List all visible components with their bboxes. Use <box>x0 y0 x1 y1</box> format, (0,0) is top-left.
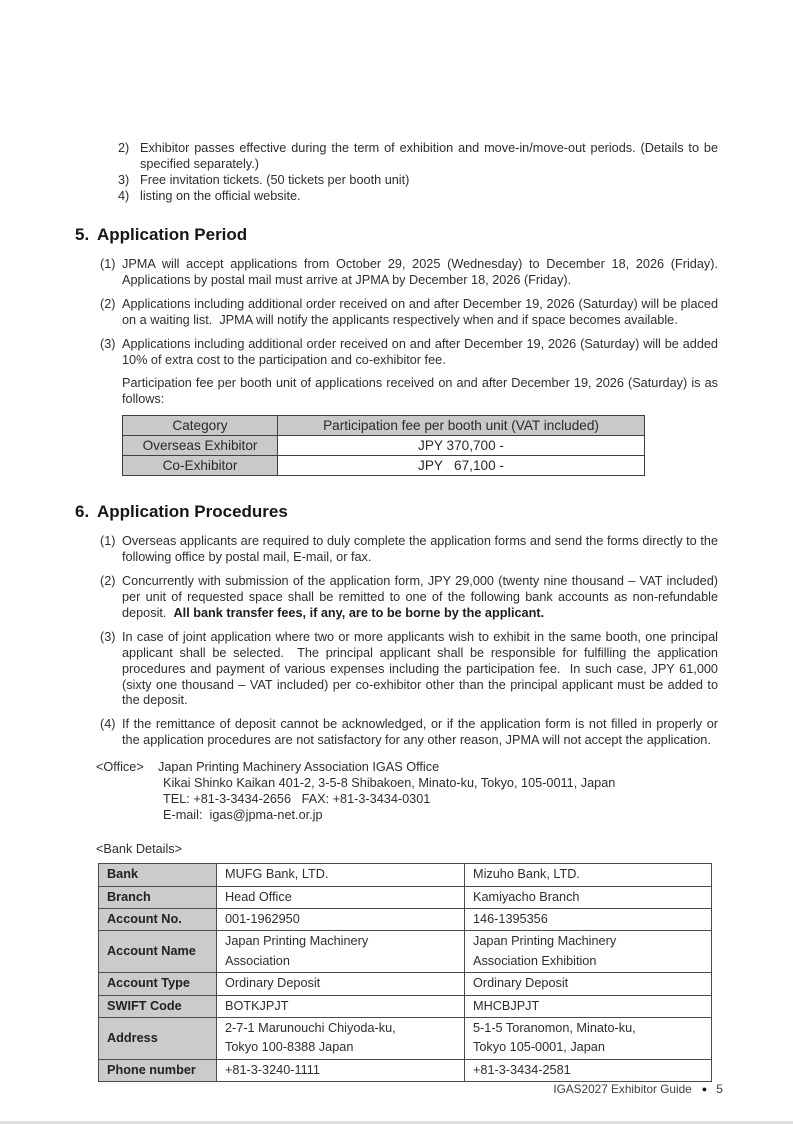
list-item-number: 2) <box>118 141 130 155</box>
participation-fee-table <box>122 415 645 476</box>
benefits-list <box>118 140 722 204</box>
bank-row-label: Branch <box>99 886 217 908</box>
list-item-text: Free invitation tickets. (50 tickets per booth unit) <box>140 173 410 187</box>
section-title: Application Procedures <box>97 502 288 522</box>
section-5-paragraphs <box>100 257 722 368</box>
bank-row-label: Account Type <box>99 973 217 995</box>
section-6-heading <box>75 502 718 522</box>
table-row <box>99 1017 712 1059</box>
fee-note <box>122 376 722 408</box>
list-item-number: 4) <box>118 189 130 203</box>
fee-row-category: Overseas Exhibitor <box>123 436 278 456</box>
paragraph <box>100 336 722 369</box>
bank-cell-line: 2-7-1 Marunouchi Chiyoda-ku, <box>225 1020 396 1035</box>
bank-cell <box>217 931 465 973</box>
table-row <box>99 995 712 1017</box>
list-item <box>118 140 722 172</box>
paragraph-number: (2) <box>100 574 116 589</box>
table-row <box>123 456 645 476</box>
fee-note-text: Participation fee per booth unit of applications received on and after December 19, 2026 (Saturday) is as follows: <box>122 376 722 407</box>
section-6-paragraphs <box>100 534 722 749</box>
list-item-text: listing on the official website. <box>140 189 301 203</box>
bank-cell: MHCBJPJT <box>465 995 712 1017</box>
bank-row-label: Address <box>99 1017 217 1059</box>
office-address: Kikai Shinko Kaikan 401-2, 3-5-8 Shibakoen, Minato-ku, Tokyo, 105-0011, Japan <box>163 776 616 791</box>
footer-guide-title: IGAS2027 Exhibitor Guide <box>553 1082 692 1096</box>
list-item-number: 3) <box>118 173 130 187</box>
office-email: E-mail: igas@jpma-net.or.jp <box>163 808 323 823</box>
bank-cell <box>217 1017 465 1059</box>
section-number: 6. <box>75 502 90 522</box>
paragraph <box>100 629 722 710</box>
section-5-heading <box>75 225 718 245</box>
fee-row-value: JPY 67,100 - <box>278 456 645 476</box>
bank-cell: +81-3-3434-2581 <box>465 1059 712 1081</box>
paragraph-text: If the remittance of deposit cannot be acknowledged, or if the application form is not filled in properly or the application procedures are not satisfactory for any other reason, JPMA will not accept the application. <box>122 717 722 748</box>
table-row <box>99 931 712 973</box>
paragraph <box>100 717 722 749</box>
paragraph-text: JPMA will accept applications from October 29, 2025 (Wednesday) to December 18, 2026 (Friday). Applications by postal mail must arrive at JPMA by December 18, 2026 (Friday). <box>122 257 721 287</box>
paragraph-text: Applications including additional order received on and after December 19, 2026 (Saturday) will be added 10% of extra cost to the participation and co-exhibitor fee. <box>122 336 722 367</box>
paragraph <box>100 257 721 289</box>
bank-row-label: Account No. <box>99 908 217 930</box>
bank-cell: MUFG Bank, LTD. <box>217 864 465 886</box>
table-header-row <box>123 416 645 436</box>
table-row <box>99 864 712 886</box>
table-row <box>123 436 645 456</box>
paragraph-text-bold: All bank transfer fees, if any, are to be borne by the applicant. <box>173 605 545 620</box>
section-number: 5. <box>75 225 90 244</box>
bank-cell-line: Japan Printing Machinery <box>473 934 617 949</box>
bank-cell-line: Association Exhibition <box>473 953 597 968</box>
fee-table-header-category: Category <box>123 416 278 436</box>
fee-table-header-fee: Participation fee per booth unit (VAT included) <box>278 416 645 436</box>
paragraph-text: Applications including additional order received on and after December 19, 2026 (Saturday) will be placed on a waiting list. JPMA will notify the applicants respectively when and if space becomes available. <box>122 296 722 327</box>
paragraph-text <box>122 574 722 622</box>
bank-cell-line: 5-1-5 Toranomon, Minato-ku, <box>473 1020 636 1035</box>
paragraph-number: (2) <box>100 296 116 311</box>
paragraph-number: (4) <box>100 717 116 732</box>
office-contact-block <box>96 759 718 823</box>
paragraph-text-regular: Concurrently with submission of the application form, JPY 29,000 (twenty nine thousand – VAT included) per unit of requested space shall be remitted to one of the following bank accounts as non-refundable deposit. <box>122 574 722 620</box>
bank-cell <box>465 931 712 973</box>
bank-cell-line: Japan Printing Machinery <box>225 934 369 949</box>
bank-cell: +81-3-3240-1111 <box>217 1059 465 1081</box>
office-name: Japan Printing Machinery Association IGAS Office <box>158 760 440 775</box>
bank-cell <box>465 1017 712 1059</box>
bank-row-label: Phone number <box>99 1059 217 1081</box>
office-tel-fax: TEL: +81-3-3434-2656 FAX: +81-3-3434-0301 <box>163 792 431 807</box>
bank-cell-line: Tokyo 100-8388 Japan <box>225 1040 354 1055</box>
bank-cell: Mizuho Bank, LTD. <box>465 864 712 886</box>
paragraph <box>100 296 722 329</box>
paragraph-number: (1) <box>100 534 116 549</box>
office-lines <box>163 775 718 823</box>
table-row <box>99 886 712 908</box>
bank-row-label: Bank <box>99 864 217 886</box>
section-title: Application Period <box>97 225 248 244</box>
footer-bullet-icon: ● <box>701 1083 708 1094</box>
fee-row-value: JPY 370,700 - <box>278 436 645 456</box>
bank-cell-line: Tokyo 105-0001, Japan <box>473 1040 605 1055</box>
office-label: <Office> <box>96 760 144 775</box>
paragraph-text: Overseas applicants are required to duly complete the application forms and send the forms directly to the following office by postal mail, E-mail, or fax. <box>122 534 722 565</box>
bank-row-label: SWIFT Code <box>99 995 217 1017</box>
bank-cell: Head Office <box>217 886 465 908</box>
office-row <box>96 759 718 775</box>
bank-details-table <box>98 863 712 1082</box>
table-row <box>99 908 712 930</box>
bank-cell: Ordinary Deposit <box>465 973 712 995</box>
list-item <box>118 172 718 188</box>
bank-cell: 001-1962950 <box>217 908 465 930</box>
paragraph-text: In case of joint application where two or more applicants wish to exhibit in the same booth, one principal applicant shall be selected. The principal applicant shall be responsible for fulfilling the application procedures and payment of various expenses including the participation fee. In such case, JPY 61,000 (sixty one thousand – VAT included) per co-exhibitor other than the principal applicant must be added to the deposit. <box>122 629 722 708</box>
page-footer <box>553 1082 723 1096</box>
table-row <box>99 973 712 995</box>
bank-cell: Kamiyacho Branch <box>465 886 712 908</box>
paragraph-number: (3) <box>100 629 116 644</box>
bank-details-label: <Bank Details> <box>96 842 183 857</box>
fee-row-category: Co-Exhibitor <box>123 456 278 476</box>
paragraph <box>100 534 722 566</box>
bank-row-label: Account Name <box>99 931 217 973</box>
paragraph-number: (3) <box>100 336 116 351</box>
bank-cell: 146-1395356 <box>465 908 712 930</box>
list-item-text: Exhibitor passes effective during the term of exhibition and move-in/move-out periods. (Details to be specified separately.) <box>140 141 722 171</box>
bank-cell: BOTKJPJT <box>217 995 465 1017</box>
paragraph <box>100 574 722 622</box>
bank-cell-line: Association <box>225 953 290 968</box>
bank-cell: Ordinary Deposit <box>217 973 465 995</box>
paragraph-number: (1) <box>100 257 116 271</box>
table-row <box>99 1059 712 1081</box>
list-item <box>118 188 718 204</box>
footer-page-number: 5 <box>716 1082 723 1096</box>
